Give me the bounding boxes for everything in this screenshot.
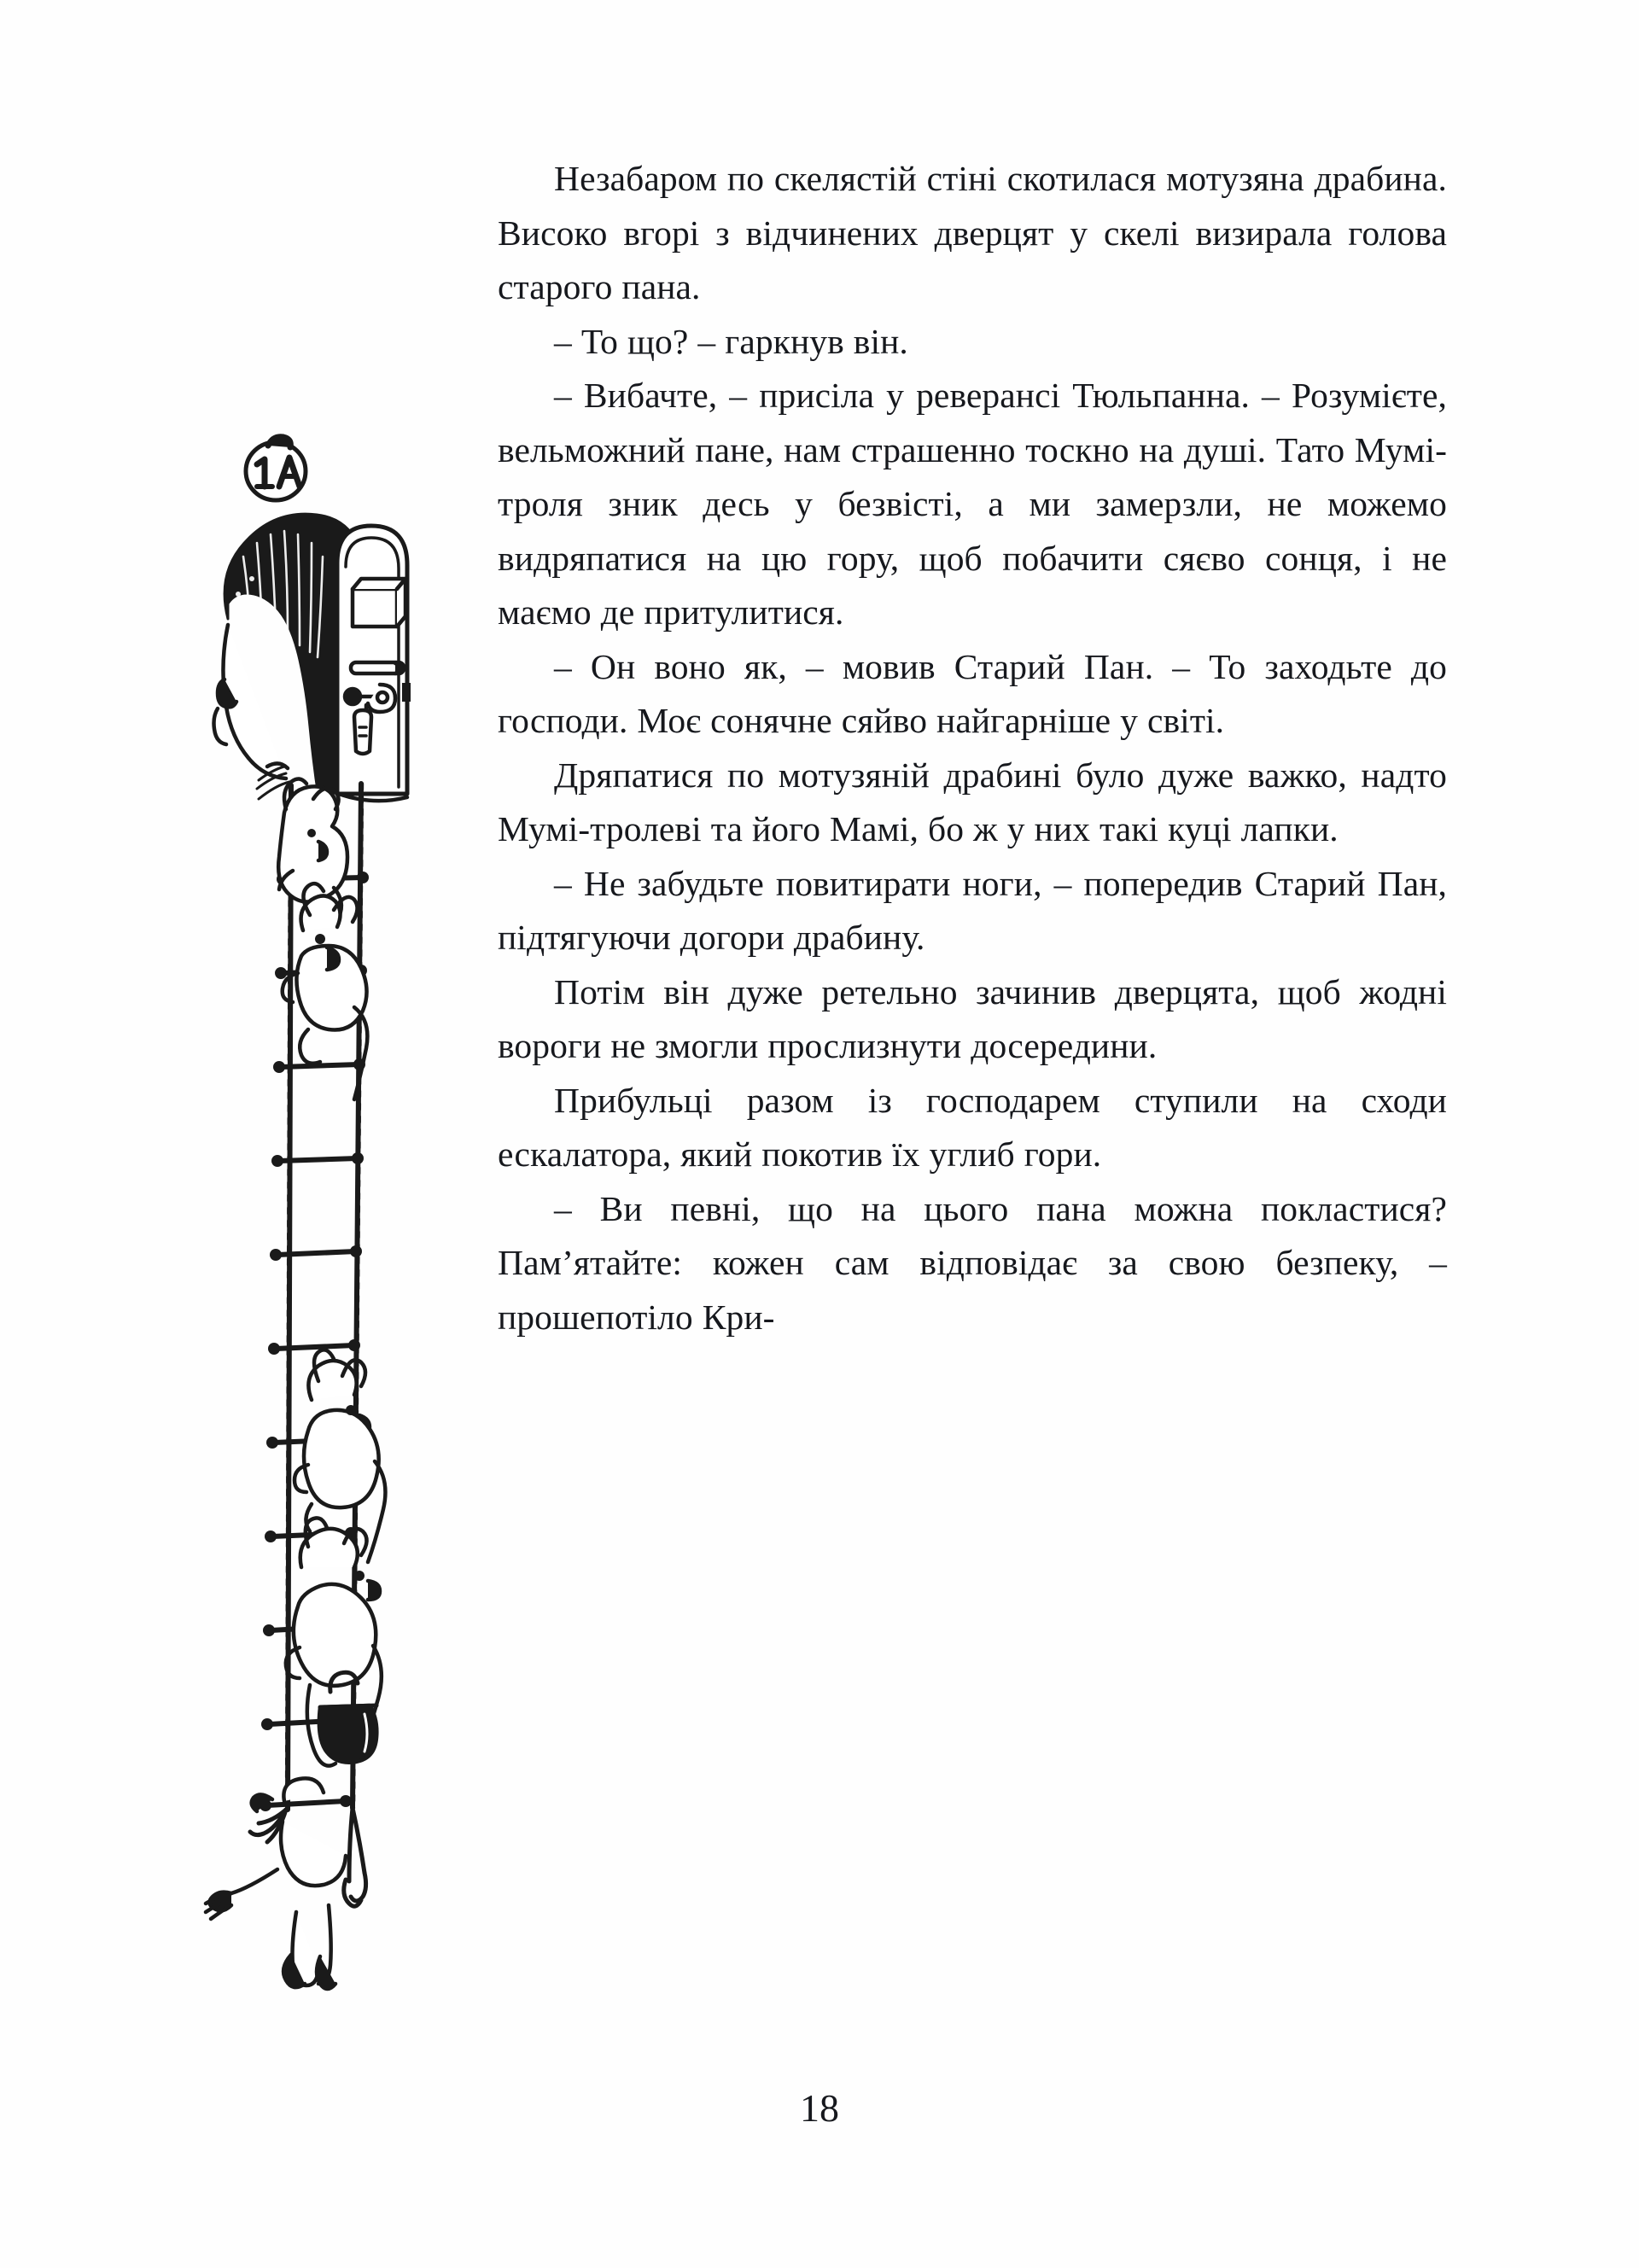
- ladder-frayed-end: [250, 1808, 366, 1906]
- paragraph: Прибульці разом із господарем ступили на сходи ескалатора, який покотив їх углиб гори.: [498, 1080, 1447, 1174]
- page-text-column: [201, 152, 1447, 1774]
- page-number: 18: [800, 2086, 839, 2130]
- paragraph: – Ви певні, що на цього пана можна покластися? Пам’ятайте: кожен сам відповідає за свою безпеку, – прошепотіло Кри-: [498, 1188, 1447, 1337]
- character-bottom-dangling: [206, 1778, 346, 1989]
- paragraph: – Вибачте, – присіла у реверансі Тюльпанна. – Розумієте, вельможний пане, нам страшенно тоскно на душі. Тато Мумі-троля зник десь у безвісті, а ми замерзли, не можемо видряпатися на цю гору, щоб побачити сяєво сонця, і не маємо де притулитися.: [498, 376, 1447, 632]
- paragraph: – Он воно як, – мовив Старий Пан. – То заходьте до господи. Моє сонячне сяйво найгарніше у світі.: [498, 646, 1447, 740]
- paragraph: Дряпатися по мотузяній драбині було дуже важко, надто Мумі-тролеві та його Мамі, бо ж у них такі куці лапки.: [498, 755, 1447, 848]
- paragraph: – Не забудьте повитирати ноги, – попередив Старий Пан, підтягуючи догори драбину.: [498, 863, 1447, 957]
- paragraph: – То що? – гаркнув він.: [554, 321, 908, 361]
- paragraph: Незабаром по скелястій стіні скотилася мотузяна драбина. Високо вгорі з відчинених дверцят у скелі визирала голова старого пана.: [498, 159, 1447, 306]
- paragraph: Потім він дуже ретельно зачинив дверцята, щоб жодні вороги не змогли прослизнути досередини.: [498, 971, 1447, 1065]
- illustration-wrap: [201, 152, 474, 1774]
